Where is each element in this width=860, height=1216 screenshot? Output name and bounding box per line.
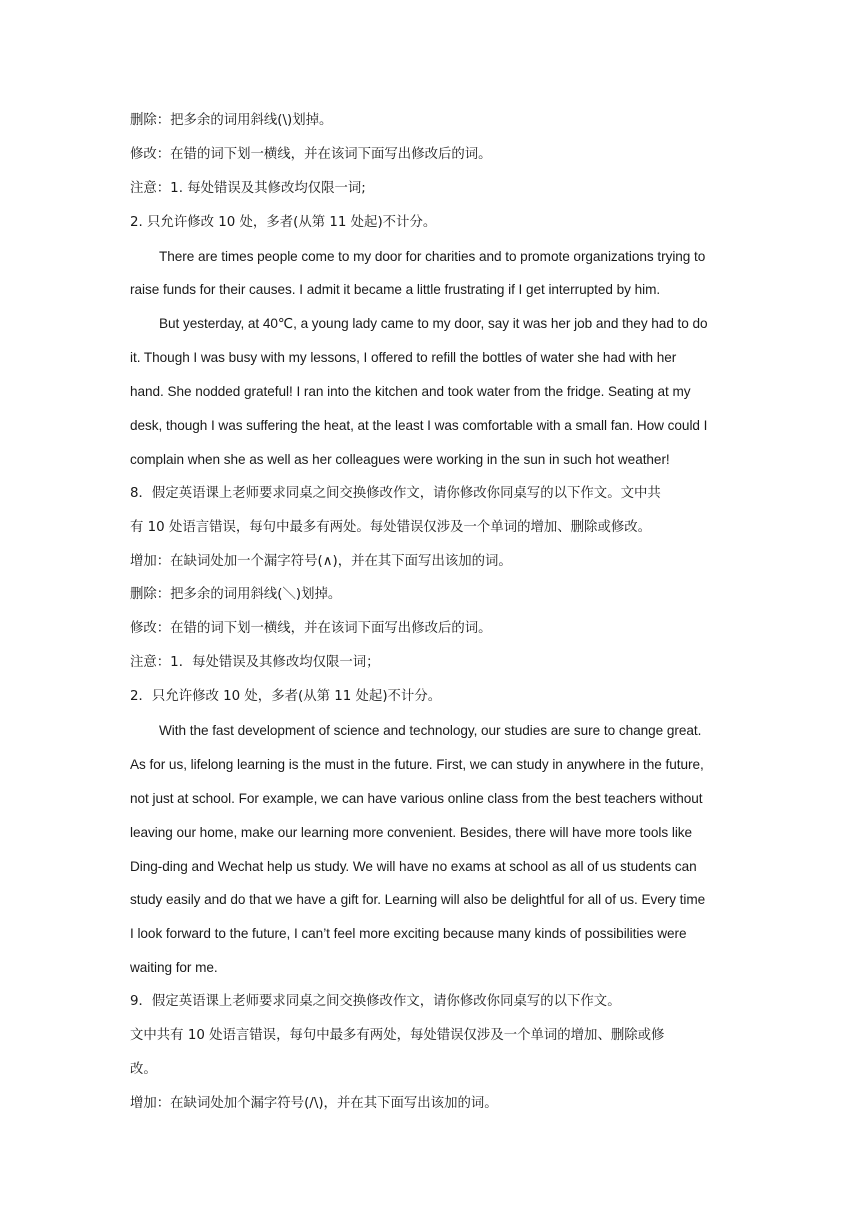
passage-8-line: Ding-ding and Wechat help us study. We will have no exams at school as all of us students can xyxy=(130,858,697,874)
instruction-note-2: 2．只允许修改 10 处，多者(从第 11 处起)不计分。 xyxy=(130,689,442,705)
instruction-note-2: 2. 只允许修改 10 处，多者(从第 11 处起)不计分。 xyxy=(130,214,437,230)
question-9-heading: 改。 xyxy=(130,1061,157,1077)
question-8-heading: 8．假定英语课上老师要求同桌之间交换修改作文，请你修改你同桌写的以下作文。文中共 xyxy=(130,485,661,501)
passage-8-line: As for us, lifelong learning is the must in the future. First, we can study in anywhere in the future, xyxy=(130,756,704,772)
passage-8-line: I look forward to the future, I can’t feel more exciting because many kinds of possibilities were xyxy=(130,926,687,942)
instruction-note-1: 注意：1．每处错误及其修改均仅限一词； xyxy=(130,655,380,671)
passage-8-line: waiting for me. xyxy=(130,960,218,976)
instruction-modify: 修改：在错的词下划一横线，并在该词下面写出修改后的词。 xyxy=(130,146,492,162)
passage-8-line: not just at school. For example, we can have various online class from the best teachers without xyxy=(130,790,703,806)
document-page xyxy=(130,109,730,1126)
instruction-add: 增加：在缺词处加个漏字符号(/\)，并在其下面写出该加的词。 xyxy=(130,1095,498,1111)
passage-7-line: it. Though I was busy with my lessons, I offered to refill the bottles of water she had with her xyxy=(130,350,677,366)
passage-7-line: There are times people come to my door for charities and to promote organizations trying to xyxy=(159,248,706,264)
passage-8-line: With the fast development of science and technology, our studies are sure to change great. xyxy=(159,723,702,739)
passage-7-line: But yesterday, at 40℃, a young lady came to my door, say it was her job and they had to do xyxy=(159,316,708,332)
question-9-heading: 文中共有 10 处语言错误，每句中最多有两处，每处错误仅涉及一个单词的增加、删除或修 xyxy=(130,1028,665,1044)
question-8-heading: 有 10 处语言错误，每句中最多有两处。每处错误仅涉及一个单词的增加、删除或修改。 xyxy=(130,519,652,535)
passage-8-line: study easily and do that we have a gift for. Learning will also be delightful for all of us. Every time xyxy=(130,892,706,908)
instruction-delete: 删除：把多余的词用斜线(\)划掉。 xyxy=(130,113,333,128)
instruction-delete: 删除：把多余的词用斜线(＼)划掉。 xyxy=(130,587,342,603)
passage-7-line: desk, though I was suffering the heat, at the least I was comfortable with a small fan. How could I xyxy=(130,418,708,434)
passage-7-line: raise funds for their causes. I admit it became a little frustrating if I get interrupted by him. xyxy=(130,282,661,298)
passage-7-line: hand. She nodded grateful! I ran into the kitchen and took water from the fridge. Seating at my xyxy=(130,384,691,400)
question-9-heading: 9．假定英语课上老师要求同桌之间交换修改作文，请你修改你同桌写的以下作文。 xyxy=(130,994,621,1010)
instruction-modify: 修改：在错的词下划一横线，并在该词下面写出修改后的词。 xyxy=(130,621,492,637)
instruction-note-1: 注意：1. 每处错误及其修改均仅限一词; xyxy=(130,180,366,196)
instruction-add: 增加：在缺词处加一个漏字符号(∧)，并在其下面写出该加的词。 xyxy=(130,553,512,569)
passage-7-line: complain when she as well as her colleagues were working in the sun in such hot weather! xyxy=(130,451,670,467)
passage-8-line: leaving our home, make our learning more convenient. Besides, there will have more tools like xyxy=(130,824,693,840)
